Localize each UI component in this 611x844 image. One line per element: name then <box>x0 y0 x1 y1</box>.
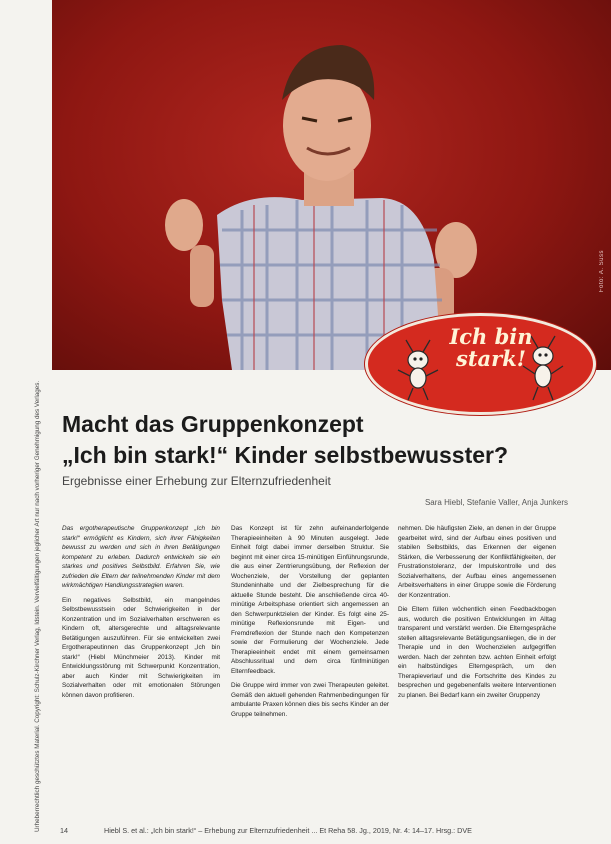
boy-illustration <box>52 0 611 370</box>
article-title <box>62 409 582 471</box>
body-paragraph: Die Eltern füllen wöchentlich einen Feedbackbogen aus, wodurch die positiven Entwicklungen im Alltag transparent und verstärkt werden. Die Elterngespräche stellen alltagsrelevante Betätigungsanliegen, die in der Therapie und in den Wochenzielen aufgegriffen werden. Nach der zehnten bzw. achten Einheit erfolgt ein halbstündiges Elterngespräch, um den Therapieverlauf und die Fortschritte des Kindes zu besprechen und gegebenenfalls weitere Interventionen zu planen. Bei Bedarf kann ein zweiter Gruppenzy <box>398 606 556 699</box>
page-number: 14 <box>60 826 68 835</box>
body-paragraph: Ein negatives Selbstbild, ein mangelndes Selbstbewusstsein oder Schwierigkeiten in der Konzentration und im Sozialverhalten erschweren es Kindern oft, altersgerechte und alltagsrelevante Betätigungen auszuführen. Für sie entwickelten zwei Ergotherapeutinnen das Gruppenkonzept „Ich bin stark!“ (Hiebl Münchmeier 2013). Kinder mit Entwicklungsstörung mit Schwerpunkt Konzentration, aber auch Kinder mit Schwierigkeiten im Sozialverhalten oder mit emotionalen Störungen können davon profitieren. <box>62 596 220 699</box>
text-column-3 <box>398 524 556 820</box>
text-column-2 <box>231 524 389 820</box>
logo-line-2: stark! <box>456 346 526 371</box>
page-footer <box>60 826 585 835</box>
intro-paragraph: Das ergotherapeutische Gruppenkonzept „Ich bin stark!“ ermöglicht es Kindern, sich ihrer Fähigkeiten bewusst zu werden und sich in ihren Betätigungen kompetent zu erleben. Dadurch entwickeln sie ein starkes und positives Selbstbild. Erfahren Sie, wie zufrieden die Eltern der teilnehmenden Kinder mit dem wirkmächtigen Handlungsstrategien waren. <box>62 525 220 589</box>
copyright-note: Urheberrechtlich geschütztes Material. Copyright: Schulz-Kirchner Verlag, Idstein. Vervielfältigungen jeglicher Art nur nach vorheriger Genehmigung des Verlages. <box>34 380 41 832</box>
text-column-1 <box>62 524 220 784</box>
body-paragraph: Die Gruppe wird immer von zwei Therapeuten geleitet. Gemäß den aktuell gehenden Rahmenbedingungen für ambulante Praxen können dies bis sechs Kinder an der Gruppe teilnehmen. <box>231 682 389 718</box>
title-line-2: „Ich bin stark!“ Kinder selbstbewusster? <box>62 442 509 468</box>
author-line: Sara Hiebl, Stefanie Valler, Anja Junkers <box>424 498 568 507</box>
logo-line-1: Ich bin <box>449 324 533 349</box>
body-paragraph: nehmen. Die häufigsten Ziele, an denen in der Gruppe gearbeitet wird, sind der Aufbau eines positiven und stabilen Selbstbilds, das Erkennen der eigenen Stärken, die Verbesserung der Konfliktfähigkeiten, der Frustrationstoleranz, der Impulskontrolle und des Sozialverhaltens, der Aufbau eines angemessenen Arbeitsverhaltens in einer Gruppe sowie die Förderung der Konzentration. <box>398 525 556 599</box>
title-line-1: Macht das Gruppenkonzept <box>62 411 364 437</box>
cover-photo <box>52 0 611 370</box>
citation: Hiebl S. et al.: „Ich bin stark!“ – Erhebung zur Elternzufriedenheit ... Et Reha 58. Jg., 2019, Nr. 4: 14–17. Hrsg.: DVE <box>104 826 472 835</box>
article-subtitle: Ergebnisse einer Erhebung zur Elternzufriedenheit <box>62 474 331 488</box>
photo-credit: Foto: A. Süss <box>599 250 605 293</box>
logo-text <box>446 326 536 370</box>
body-paragraph: Das Konzept ist für zehn aufeinanderfolgende Therapieeinheiten à 90 Minuten ausgelegt. Jede Einheit folgt dabei immer derselben Struktur. Sie beginnt mit einer circa 15-minütigen Einführungsrunde, die aus einer Zentrierungsübung, der Reflexion der Wochenziele, der Vorstellung der geplanten Stundeninhalte und der Zielbesprechung für die aktuelle Stunde besteht. Die anschließende circa 40-minütige Arbeitsphase orientiert sich angemessen an den Schwerpunktzielen der Kinder. Es folgt eine 25-minütige Reflexionsrunde mit Eigen- und Fremdreflexion der Stunde nach den Kompetenzen sowie der Formulierung der Wochenziele. Jede Therapieeinheit endet mit einem gemeinsamen Abschlussritual und dem circa fünfminütigen Elternfeedback. <box>231 525 389 675</box>
